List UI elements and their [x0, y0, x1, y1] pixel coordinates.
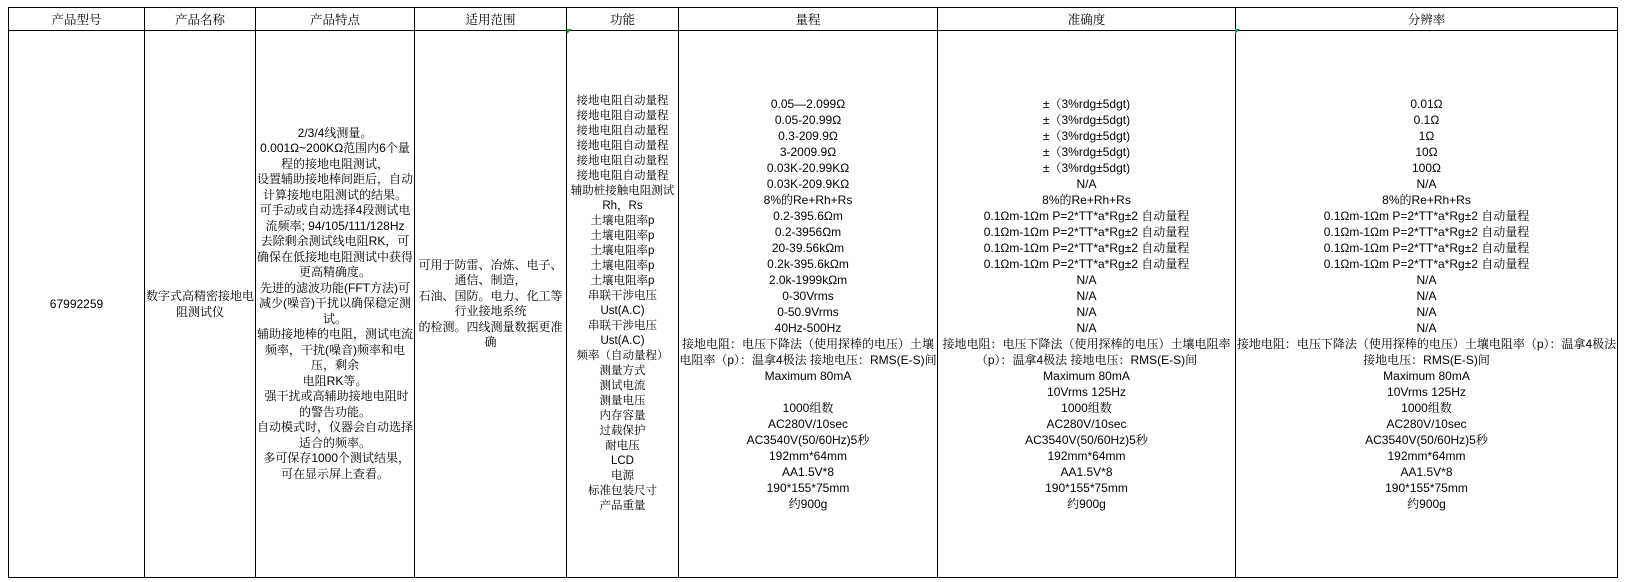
cell-line: N/A [1416, 321, 1437, 335]
product-table [8, 7, 1618, 578]
cell-line: 1000组数 [1401, 401, 1452, 415]
cell-line: N/A [1076, 177, 1097, 191]
spreadsheet [8, 7, 1617, 578]
cell-line: 土壤电阻率p [590, 245, 655, 257]
cell-line: 自动模式时，仪器会自动选择适合的频率。 [256, 420, 413, 450]
cell-line: 的检测。四线测量数据更准确 [418, 319, 563, 349]
cell-line: N/A [1416, 177, 1437, 191]
cell-line: ±（3%rdg±5dgt) [1042, 129, 1131, 143]
cell-features[interactable] [256, 31, 415, 578]
cell-line [679, 384, 937, 400]
cell-line: 标准包装尺寸 [588, 485, 657, 497]
cell-line: 产品重量 [599, 500, 646, 512]
cell-name[interactable] [145, 31, 256, 578]
cell-line: 1000组数 [782, 401, 834, 415]
cell-line: 设置辅助接地棒间距后，自动计算接地电阻测试的结果。 [256, 172, 413, 202]
cell-line: 10Ω [1415, 145, 1438, 159]
cell-line: 0.2-3956Ωm [774, 225, 842, 239]
cell-line: 0.2-395.6Ωm [773, 209, 843, 223]
cell-line: AC280V/10sec [1386, 417, 1467, 431]
cell-line: 0.2k-395.6kΩm [767, 257, 849, 271]
cell-line: 0.1Ωm-1Ωm P=2*TT*a*Rg±2 自动量程 [983, 241, 1190, 255]
cell-line: 内存容量 [599, 410, 646, 422]
cell-line: 0.1Ω [1413, 113, 1440, 127]
cell-line: 接地电阻自动量程 [576, 110, 669, 122]
cell-line: 0.05—2.099Ω [770, 97, 846, 111]
cell-line: 10Vrms 125Hz [1047, 385, 1126, 399]
cell-line: 10Vrms 125Hz [1387, 385, 1466, 399]
cell-line: N/A [1076, 305, 1097, 319]
cell-line: 接地电阻自动量程 [576, 95, 669, 107]
cell-scope[interactable] [415, 31, 567, 578]
cell-line: 0.1Ωm-1Ωm P=2*TT*a*Rg±2 自动量程 [1323, 257, 1530, 271]
cell-line: 2.0k-1999kΩm [768, 273, 848, 287]
header-resolution[interactable]: 分辨率 [1236, 8, 1618, 31]
cell-line: 接地电阻：电压下降法（使用探棒的电压）土壤电阻率（p）：温拿4极法 接地电压：RMS(E-S)间 [942, 337, 1231, 367]
cell-line: 0-30Vrms [782, 289, 834, 303]
cell-line: AC3540V(50/60Hz)5秒 [1365, 433, 1488, 447]
cell-line: 1000组数 [1061, 401, 1112, 415]
cell-line: 0.1Ωm-1Ωm P=2*TT*a*Rg±2 自动量程 [983, 225, 1190, 239]
cell-line: 串联干涉电压 [588, 320, 657, 332]
cell-line: 20-39.56kΩm [771, 241, 845, 255]
cell-line: 192mm*64mm [1387, 449, 1466, 463]
cell-line: ±（3%rdg±5dgt) [1042, 145, 1131, 159]
cell-line: 土壤电阻率p [590, 230, 655, 242]
header-model[interactable]: 产品型号 [9, 8, 145, 31]
cell-line: 192mm*64mm [1047, 449, 1126, 463]
header-function[interactable]: 功能 [567, 8, 679, 31]
comment-indicator-icon [567, 29, 572, 34]
cell-line: 过载保护 [599, 425, 646, 437]
cell-line: 190*155*75mm [766, 481, 850, 495]
cell-line: AA1.5V*8 [1400, 465, 1453, 479]
header-accuracy[interactable]: 准确度 [938, 8, 1236, 31]
cell-line: AA1.5V*8 [1060, 465, 1113, 479]
cell-line: Ust(A.C) [600, 305, 645, 317]
cell-line: AA1.5V*8 [781, 465, 835, 479]
cell-line: 8%的Re+Rh+Rs [1382, 193, 1471, 207]
cell-line: 0.1Ωm-1Ωm P=2*TT*a*Rg±2 自动量程 [983, 257, 1190, 271]
cell-line: 土壤电阻率p [590, 215, 655, 227]
cell-line: 可手动或自动选择4段测试电流频率; 94/105/111/128Hz [259, 203, 411, 233]
cell-line: Maximum 80mA [1043, 369, 1130, 383]
header-range[interactable]: 量程 [679, 8, 938, 31]
cell-line: Rh，Rs [602, 200, 643, 212]
cell-line: 先进的滤波功能(FFT方法)可减少(噪音)干扰以确保稳定测试。 [259, 280, 411, 326]
cell-line: 40Hz-500Hz [774, 321, 842, 335]
cell-line: 0-50.9Vrms [777, 305, 839, 319]
cell-line: 土壤电阻率p [590, 275, 655, 287]
cell-line: 强干扰或高辅助接地电阻时的警告功能。 [261, 389, 409, 419]
cell-line: 0.1Ωm-1Ωm P=2*TT*a*Rg±2 自动量程 [1323, 241, 1530, 255]
cell-line: 测量电压 [599, 395, 646, 407]
cell-functions[interactable] [567, 31, 679, 578]
cell-line: Ust(A.C) [600, 335, 645, 347]
cell-line: 耐电压 [605, 440, 640, 452]
cell-line: ±（3%rdg±5dgt) [1042, 161, 1131, 175]
cell-line: 0.1Ωm-1Ωm P=2*TT*a*Rg±2 自动量程 [1323, 225, 1530, 239]
cell-line: 2/3/4线测量。 [297, 125, 373, 140]
cell-line: 约900g [788, 497, 828, 511]
cell-line: AC280V/10sec [1046, 417, 1127, 431]
cell-line: 1Ω [1418, 129, 1435, 143]
cell-line: N/A [1076, 321, 1097, 335]
cell-line: N/A [1416, 289, 1437, 303]
header-row [9, 8, 1618, 31]
cell-line: 土壤电阻率p [590, 260, 655, 272]
cell-range[interactable] [679, 31, 938, 578]
cell-line: 接地电阻：电压下降法（使用探棒的电压）土壤电阻率（p）：温拿4极法 接地电压：RMS(E-S)间 [1236, 337, 1617, 367]
comment-indicator-icon [1235, 29, 1240, 34]
cell-line: 串联干涉电压 [588, 290, 657, 302]
cell-line: LCD [610, 455, 634, 467]
cell-line: 8%的Re+Rh+Rs [1042, 193, 1131, 207]
header-name[interactable]: 产品名称 [145, 8, 256, 31]
cell-line: 0.1Ωm-1Ωm P=2*TT*a*Rg±2 自动量程 [1323, 209, 1530, 223]
cell-line: 0.05-20.99Ω [774, 113, 842, 127]
cell-line: 0.3-209.9Ω [778, 129, 838, 143]
cell-line: 多可保存1000个测试结果，可在显示屏上查看。 [259, 451, 411, 481]
cell-line: AC3540V(50/60Hz)5秒 [746, 433, 870, 447]
cell-line: 测量方式 [599, 365, 646, 377]
cell-line: 测试电流 [599, 380, 646, 392]
cell-line: 辅助桩接触电阻测试 [570, 185, 675, 197]
cell-line: 接地电阻自动量程 [576, 170, 669, 182]
cell-line: 192mm*64mm [768, 449, 848, 463]
cell-line: 电阻RK等。 [302, 373, 368, 388]
cell-resolution[interactable] [1236, 31, 1618, 578]
cell-line: 可用于防雷、冶炼、电子、通信、制造， [418, 257, 563, 287]
cell-line: 辅助接地棒的电阻，测试电流频率，干扰(噪音)频率和电压，剩余 [256, 327, 413, 373]
cell-line: 石油、国防。电力、化工等行业接地系统 [418, 288, 563, 318]
product-name: 数字式高精密接地电阻测试仪 [145, 289, 254, 319]
cell-line: 0.03K-209.9KΩ [766, 177, 850, 191]
cell-line: N/A [1076, 273, 1097, 287]
table-row [9, 31, 1618, 578]
cell-line: 190*155*75mm [1045, 481, 1128, 495]
cell-line: 电源 [611, 470, 634, 482]
cell-line: 约900g [1067, 497, 1106, 511]
cell-model[interactable]: 67992259 [9, 31, 145, 578]
header-features[interactable]: 产品特点 [256, 8, 415, 31]
cell-line: 190*155*75mm [1385, 481, 1468, 495]
cell-line: 接地电阻自动量程 [576, 155, 669, 167]
header-scope[interactable]: 适用范围 [415, 8, 567, 31]
cell-line: 0.01Ω [1410, 97, 1443, 111]
cell-line: 接地电阻：电压下降法（使用探棒的电压）土壤电阻率（p）：温拿4极法 接地电压：RMS(E-S)间 [679, 337, 937, 367]
cell-line: 100Ω [1412, 161, 1441, 175]
cell-line: Maximum 80mA [764, 369, 852, 383]
cell-line: N/A [1416, 273, 1437, 287]
cell-line: AC3540V(50/60Hz)5秒 [1025, 433, 1148, 447]
cell-line: N/A [1416, 305, 1437, 319]
cell-line: 3-2009.9Ω [779, 145, 837, 159]
cell-line: 0.1Ωm-1Ωm P=2*TT*a*Rg±2 自动量程 [983, 209, 1190, 223]
cell-line: 接地电阻自动量程 [576, 125, 669, 137]
cell-line: 去除剩余测试线电阻RK，可确保在低接地电阻测试中获得更高精确度。 [256, 234, 413, 280]
cell-line: 接地电阻自动量程 [576, 140, 669, 152]
cell-accuracy[interactable] [938, 31, 1236, 578]
cell-line: 0.03K-20.99KΩ [766, 161, 850, 175]
cell-line: AC280V/10sec [767, 417, 849, 431]
cell-line: N/A [1076, 289, 1097, 303]
cell-line: ±（3%rdg±5dgt) [1042, 113, 1131, 127]
cell-line: 频率（自动量程） [576, 350, 669, 362]
cell-line: 约900g [1407, 497, 1446, 511]
cell-line: ±（3%rdg±5dgt) [1042, 97, 1131, 111]
cell-line: 8%的Re+Rh+Rs [763, 193, 853, 207]
cell-line: 0.001Ω~200KΩ范围内6个量程的接地电阻测试， [260, 141, 410, 171]
cell-line: Maximum 80mA [1383, 369, 1470, 383]
